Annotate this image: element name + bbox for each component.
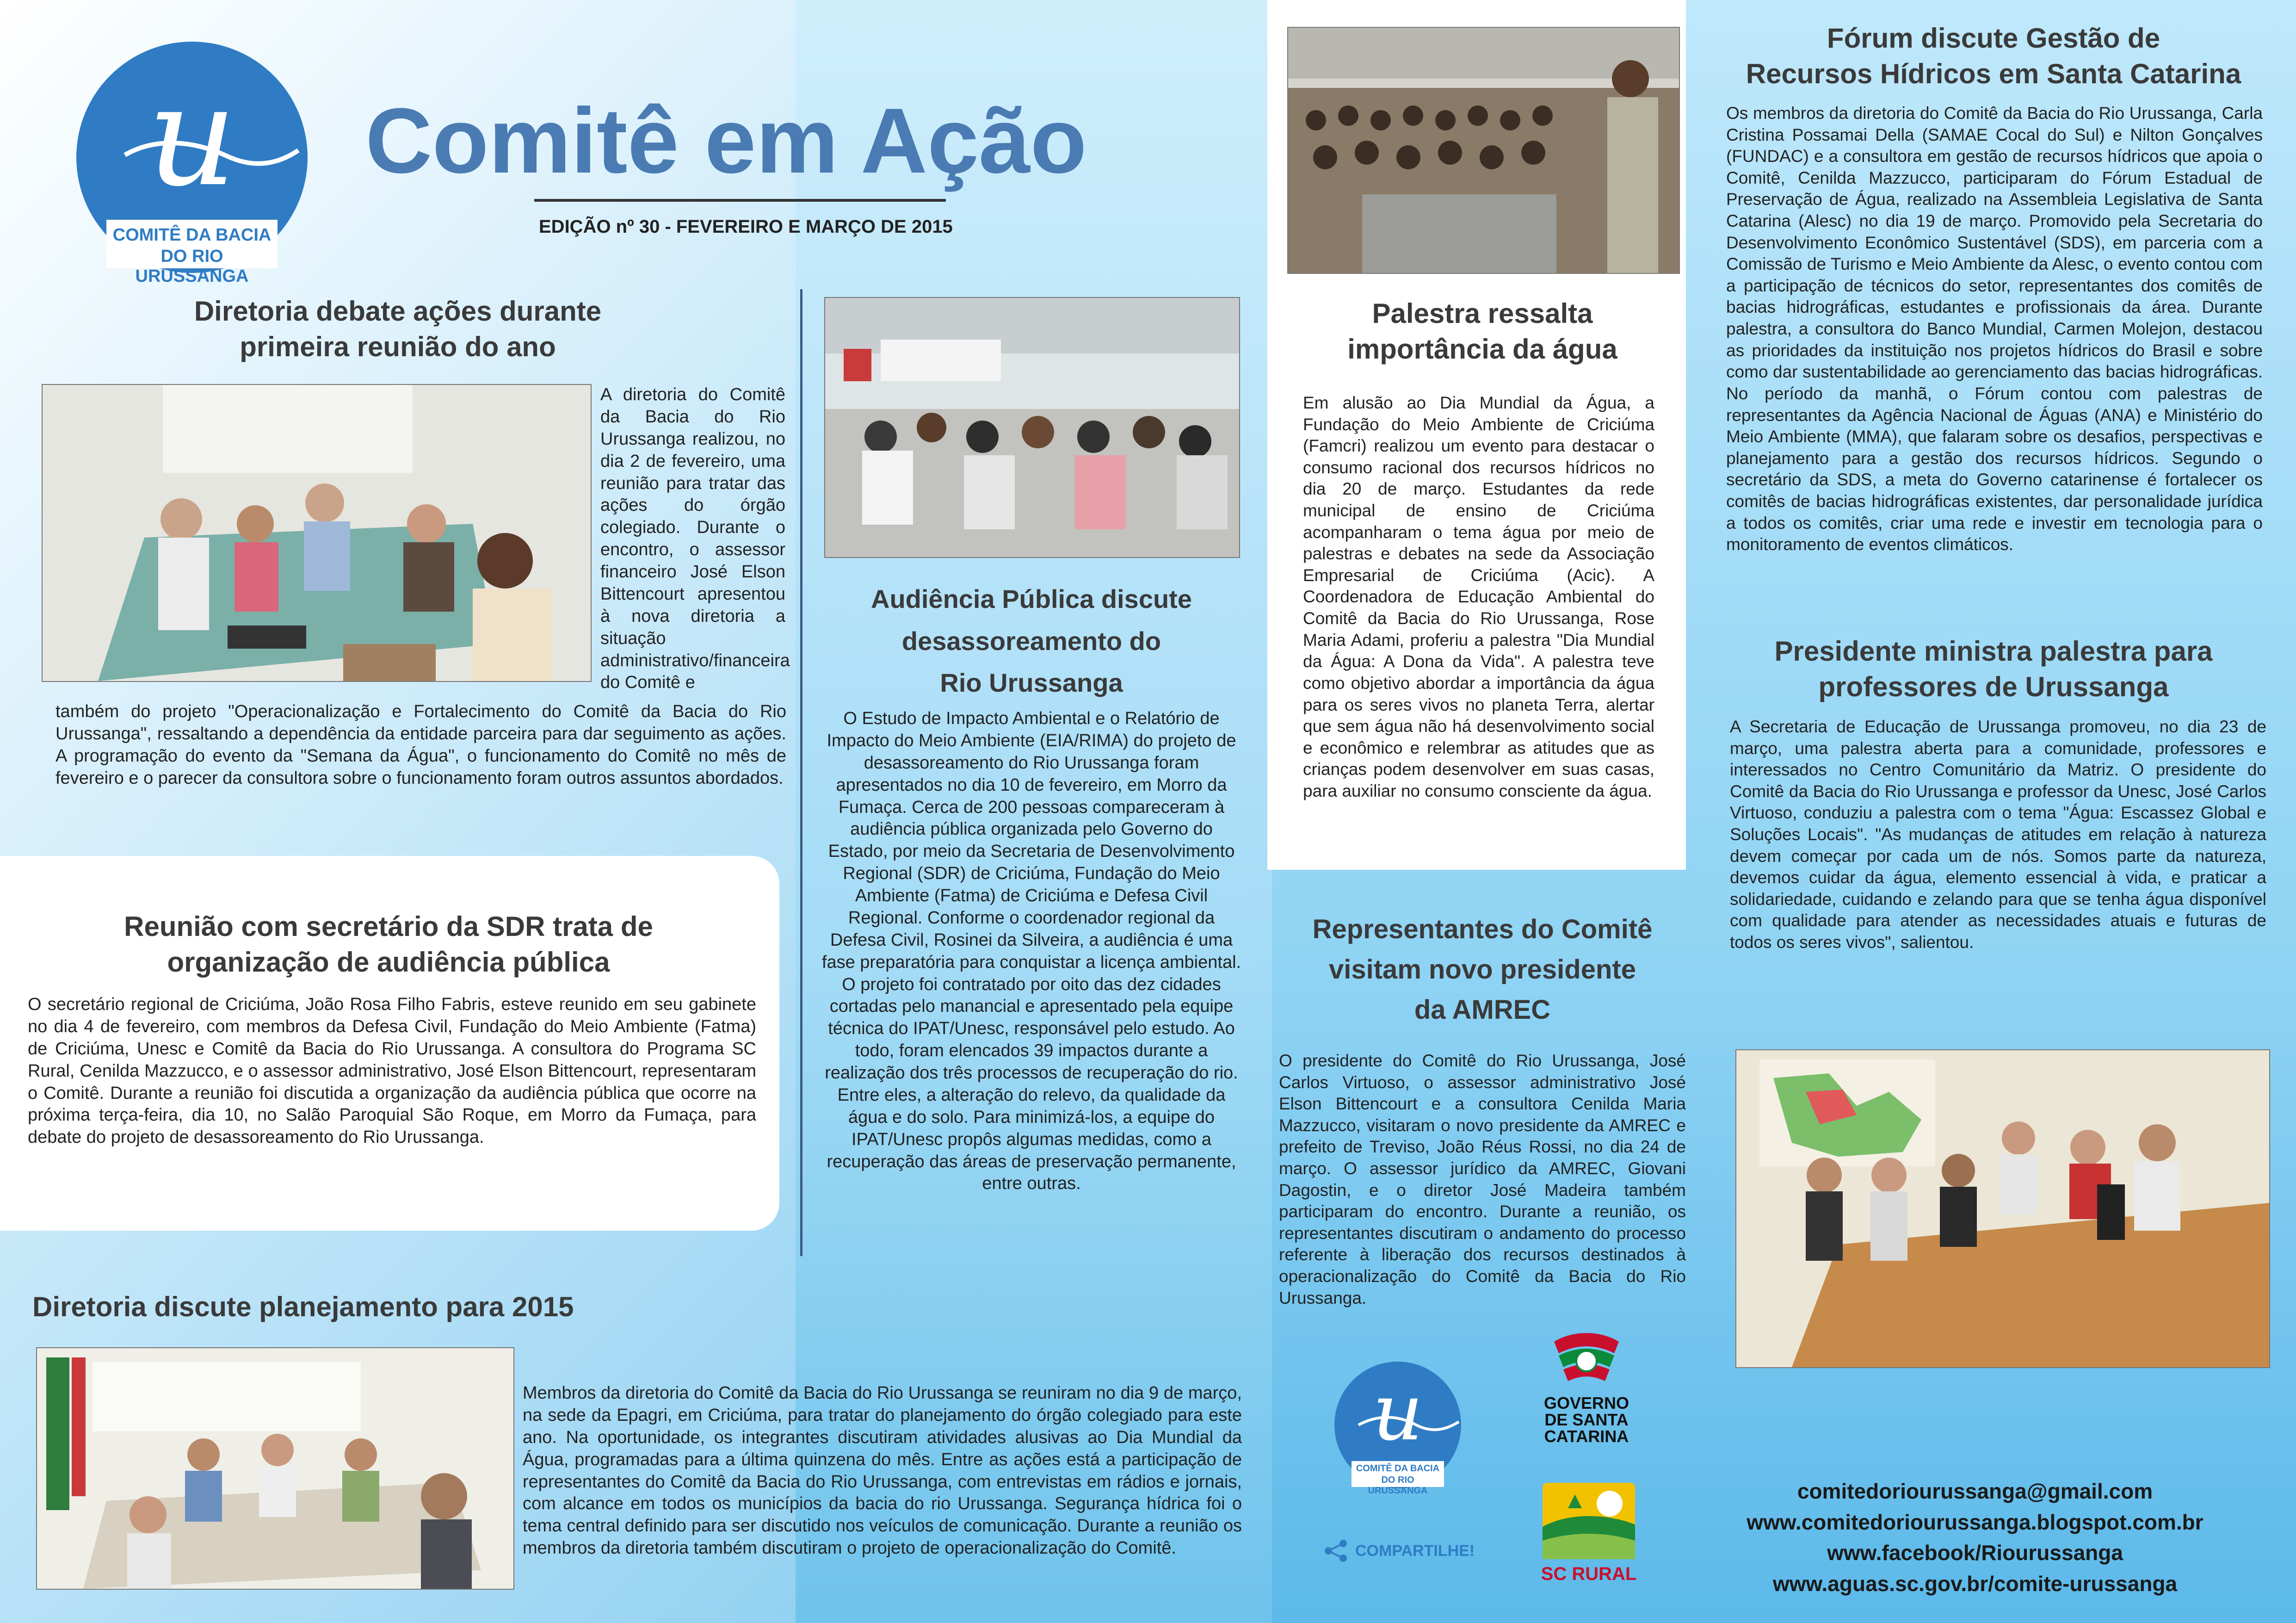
gov-sc-line2: DE SANTA [1544,1410,1629,1429]
article4-body-p2: O projeto foi contratado por oito das dez cidades cortadas pelo manancial e apresentado pela equipe técnica do IPAT/Unesc, responsável pelo estudo. Ao todo, foram elencados 39 impactos durante a realização dos três processos de recuperação do rio. Entre eles, a alteração do relevo, da qualidade da água e do solo. Para minimizá-los, a equipe do IPAT/Unesc propôs algumas medidas, como a recuperação das áreas de preservação permanente, entre outras. [825,974,1238,1194]
article1-title-line2: primeira reunião do ano [240,331,556,362]
article1-body-full: também do projeto "Operacionalização e Fortalecimento do Comitê da Bacia do Rio Urussanga", ressaltando a dependência da entidade parceira para dar seguimento as ações. A programação do evento da "Semana da Água", o funcionamento do Comitê no mês de fevereiro e o parecer da consultora sobre o funcionamento foram outros assuntos abordados. [56,702,786,788]
article8-title-line2: professores de Urussanga [1818,671,2169,702]
article3-title: Diretoria discute planejamento para 2015 [32,1291,574,1322]
contact-blog-link[interactable]: www.comitedoriourussanga.blogspot.com.br [1747,1510,2203,1534]
sc-rural-logo [1540,1481,1637,1582]
article8-photo [1735,1049,2270,1368]
article8-title-line1: Presidente ministra palestra para [1774,636,2213,667]
article2-title-line2: organização de audiência pública [167,946,610,978]
logo-text-line1: COMITÊ DA BACIA [112,225,272,245]
article6-body: O presidente do Comitê do Rio Urussanga, José Carlos Virtuoso, o assessor administrativo José Elson Bittencourt e a consultora Cenilda Maria Mazzucco, visitaram o novo presidente da AMREC e prefeito de Treviso, João Réus Rossi, no dia 24 de março. O assessor jurídico da AMREC, Giovani Dagostin, e o diretor José Madeira também participaram do encontro. Durante a reunião, os representantes discutiram o andamento do processo referente à liberação dos recursos destinados à operacionalização do Comitê da Bacia do Rio Urussanga. [1279,1051,1686,1307]
article7-title-line2: Recursos Hídricos em Santa Catarina [1746,58,2241,89]
gov-sc-line1: GOVERNO [1543,1394,1629,1412]
article2-body: O secretário regional de Criciúma, João Rosa Filho Fabris, esteve reunido em seu gabinete no dia 4 de fevereiro, com membros da Defesa Civil, Fundação do Meio Ambiente (Fatma) de Criciúma, Unesc e Comitê da Bacia do Rio Urussanga. A consultora do Programa SC Rural, Cenilda Mazzucco, e o assessor administrativo, José Elson Bittencourt, representaram o Comitê. Durante a reunião foi discutida a organização da audiência pública que ocorre na próxima terça-feira, dia 10, no Salão Paroquial São Roque, em Morro da Fumaça, para debate do projeto de desassoreamento do Rio Urussanga. [28,995,756,1147]
article6-title-line1: Representantes do Comitê [1312,914,1653,944]
article8-body: A Secretaria de Educação de Urussanga promoveu, no dia 23 de março, uma palestra aberta para a comunidade, professores e interessados no Centro Comunitário da Matriz. O presidente do Comitê da Bacia do Rio Urussanga e professor da Unesc, José Carlos Virtuoso, conduziu a palestra com o tema "Água: Escassez Global e Soluções Locais". "As mudanças de atitudes em relação à natureza devem começar por cada um de nós. Somos parte da natureza, devemos cuidar da água, elemento essencial à vida, e praticar a solidariedade, cuidando e zelando para que se tenha água disponível com qualidade para atender as necessidades atuais e futuras de todos os seres vivos", salientou. [1730,717,2266,952]
page-title: Comitê em Ação [365,89,1087,192]
edition-label: EDIÇÃO nº 30 - FEVEREIRO E MARÇO DE 2015 [539,217,953,237]
logo-text-line2: DO RIO URUSSANGA [135,247,249,286]
article6-title-line3: da AMREC [1414,995,1551,1025]
contact-website-link[interactable]: www.aguas.sc.gov.br/comite-urussanga [1772,1572,2178,1596]
article3-photo [36,1347,514,1590]
share-button[interactable] [1323,1537,1499,1565]
header-logo [74,39,310,286]
gov-sc-logo [1536,1332,1637,1446]
title-underline [534,199,946,202]
article4-title-line3: Rio Urussanga [940,668,1123,698]
share-label: COMPARTILHE! [1355,1542,1475,1560]
article5-title-line2: importância da água [1347,333,1617,365]
contact-facebook-link[interactable]: www.facebook/Riourussanga [1827,1541,2123,1565]
article3-body-visible: Membros da diretoria do Comitê da Bacia do Rio Urussanga se reuniram no dia 9 de março, na sede da Epagri, em Criciúma, para tratar do planejamento do órgão colegiado para este ano. Na oportunidade, os integrantes discutiram atividades alusivas ao Dia Mundial da Água, programadas para a última quinzena do mês. Entre as ações está a participação de representantes do Comitê da Bacia do Rio Urussanga, com entrevistas em rádios e jornais, com alcance em todos os municípios da bacia do rio Urussanga. Segurança hídrica foi o tema central definido para ser discutido nos veículos de comunicação. Durante a reunião os membros da diretoria também discutiram o projeto de operacionalização do Comitê. [523,1383,1242,1558]
article4-body-p1: O Estudo de Impacto Ambiental e o Relatório de Impacto do Meio Ambiente (EIA/RIMA) do projeto de desassoreamento do Rio Urussanga foram apresentados no dia 10 de fevereiro, em Morro da Fumaça. Cerca de 200 pessoas compareceram à audiência pública organizada pelo Governo do Estado, por meio da Secretaria de Desenvolvimento Regional (SDR) de Criciúma, Fundação do Meio Ambiente (Fatma) de Criciúma e Defesa Civil Regional. Conforme o coordenador regional da Defesa Civil, Rosinei da Silveira, a audiência é uma fase preparatória para conquistar a licença ambiental. [821,709,1241,972]
article5-title-line1: Palestra ressalta [1372,298,1593,329]
footer-logo-text-line2: DO RIO URUSSANGA [1368,1475,1428,1496]
article4-photo [824,297,1240,558]
article2-title-line1: Reunião com secretário da SDR trata de [124,911,653,942]
article7-body: Os membros da diretoria do Comitê da Bacia do Rio Urussanga, Carla Cristina Possamai Della (SAMAE Cocal do Sul) e Nilton Gonçalves (FUNDAC) e a consultora em gestão de recursos hídricos que apoia o Comitê, Cenilda Mazzucco, participaram do Fórum Estadual de Preservação de Água, realizado na Assembleia Legislativa de Santa Catarina (Alesc) no dia 19 de março. Promovido pela Secretaria do Desenvolvimento Econômico Sustentável (SDS), em parceria com a Comissão de Turismo e Meio Ambiente da Alesc, o evento contou com a participação de técnicos do setor, representantes dos comitês de bacias hidrográficas, estudantes e profissionais da área. Durante palestra, a consultora do Banco Mundial, Carmen Molejon, destacou as prioridades da instituição nos projetos hídricos do Brasil e sobre como dar sustentabilidade ao gerenciamento das bacias hidrográficas. No período da manhã, o Fórum contou com palestras de representantes da Agência Nacional de Águas (ANA) e Ministério do Meio Ambiente (MMA), que falaram sobre os desafios, perspectivas e planejamento para a gestão dos recursos hídricos. Segundo o secretário da SDS, a meta do Governo catarinense é fortalecer os comitês de bacias hidrográficas existentes, dar personalidade jurídica a todos os comitês, criar uma rede e investir em tecnologia para o monitoramento de eventos climáticos. [1726,104,2263,554]
article1-body-side: A diretoria do Comitê da Bacia do Rio Urussanga realizou, no dia 2 de fevereiro, uma reunião para tratar das ações do órgão colegiado. Durante o encontro, o assessor financeiro José Elson Bittencourt apresentou à nova diretoria a situação administrativo/financeira do Comitê e [600,385,790,693]
article4-title-line1: Audiência Pública discute [871,584,1192,613]
column-divider [800,289,802,1256]
article5-body: Em alusão ao Dia Mundial da Água, a Fundação do Meio Ambiente de Criciúma (Famcri) realizou um evento para destacar o consumo racional dos recursos hídricos no dia 20 de março. Estudantes da rede municipal de ensino de Criciúma acompanharam o tema água por meio de palestras e debates na sede da Associação Empresarial de Criciúma (Acic). A Coordenadora de Educação Ambiental do Comitê da Bacia do Rio Urussanga, Rose Maria Adami, proferiu a palestra "Dia Mundial da Água: A Dona da Vida". A palestra teve como objetivo abordar a importância da água para os seres vivos no planeta Terra, alertar que sem água não há desenvolvimento social e econômico e relembrar as atitudes que as crianças podem desenvolver em suas casas, para auxiliar no consumo consciente da água. [1303,393,1654,800]
article1-title-line1: Diretoria debate ações durante [194,296,602,327]
footer-logo-text-line1: COMITÊ DA BACIA [1356,1463,1440,1474]
article1-photo [42,384,592,682]
gov-sc-line3: CATARINA [1544,1427,1629,1446]
logo-letter: u [147,56,237,217]
article6-title-line2: visitam novo presidente [1329,954,1636,985]
contact-email[interactable]: comitedoriourussanga@gmail.com [1797,1479,2153,1503]
article7-title-line1: Fórum discute Gestão de [1827,23,2160,54]
footer-logo-letter: u [1372,1367,1423,1458]
sc-rural-label: SC RURAL [1541,1564,1637,1584]
share-icon [1323,1538,1349,1564]
article4-title-line2: desassoreamento do [901,626,1161,656]
footer-logo [1333,1360,1463,1496]
article5-photo [1287,27,1680,274]
